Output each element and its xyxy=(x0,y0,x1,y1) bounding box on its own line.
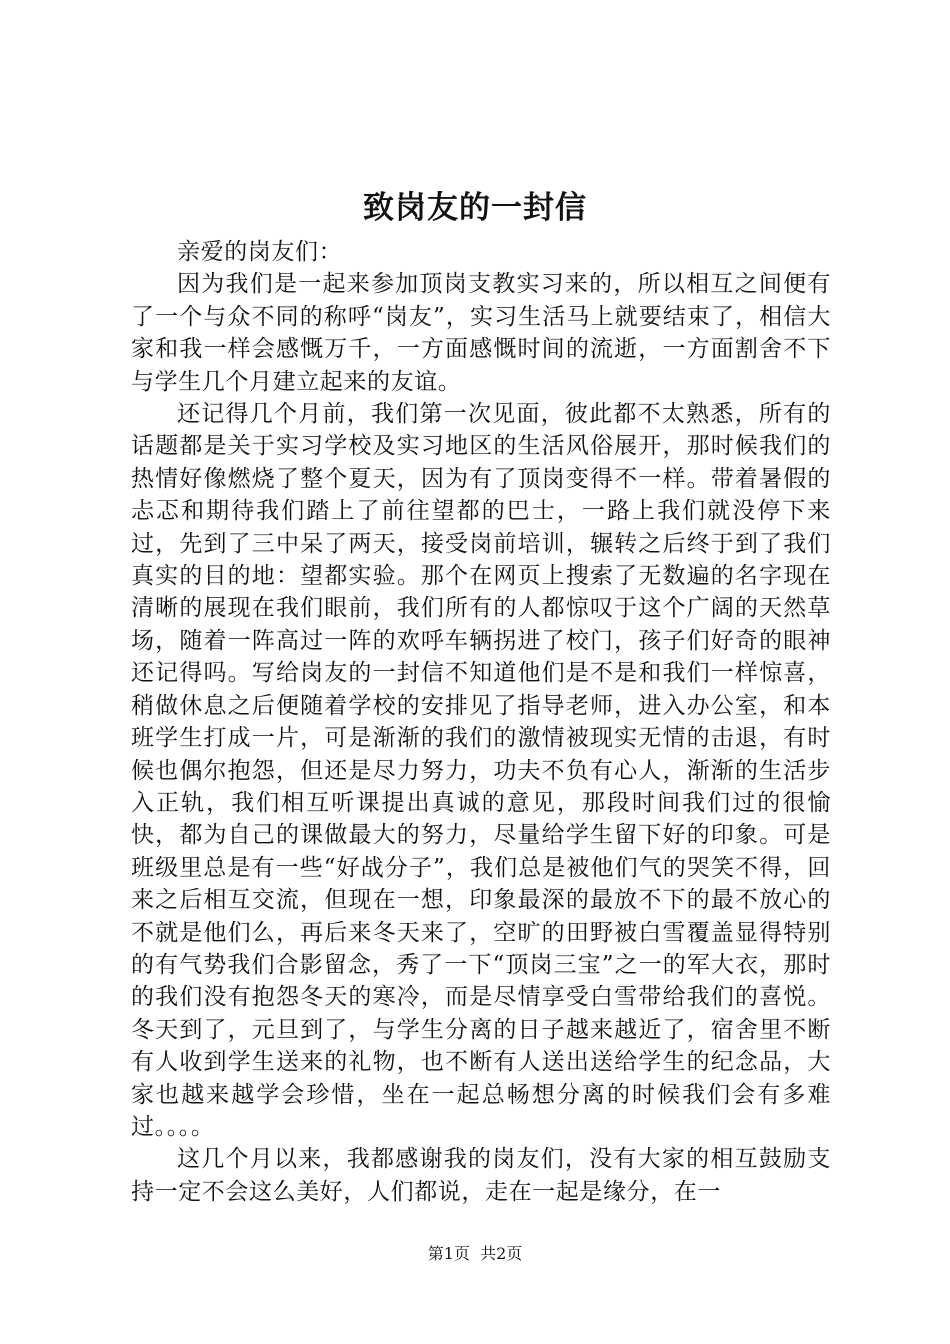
page-number: 第1页 共2页 xyxy=(427,1244,523,1263)
salutation: 亲爱的岗友们： xyxy=(177,239,343,265)
paragraph-2: 还记得几个月前，我们第一次见面，彼此都不太熟悉，所有的话题都是关于实习学校及实习地区的生活风俗展开，那时候我们的热情好像燃烧了整个夏天，因为有了顶岗变得不一样。带着暑假的忐忑和期待我们踏上了前往望都的巴士，一路上我们就没停下来过，先到了三中呆了两天，接受岗前培训，辗转之后终于到了我们真实的目的地：望都实验。那个在网页上搜索了无数遍的名字现在清晰的展现在我们眼前，我们所有的人都惊叹于这个广阔的天然草场，随着一阵高过一阵的欢呼车辆拐进了校门，孩子们好奇的眼神还记得吗。写给岗友的一封信不知道他们是不是和我们一样惊喜，稍做休息之后便随着学校的安排见了指导老师，进入办公室，和本班学生打成一片，可是渐渐的我们的激情被现实无情的击退，有时候也偶尔抱怨，但还是尽力努力，功夫不负有心人，渐渐的生活步入正轨，我们相互听课提出真诚的意见，那段时间我们过的很愉快，都为自己的课做最大的努力，尽量给学生留下好的印象。可是班级里总是有一些“好战分子”，我们总是被他们气的哭笑不得，回来之后相互交流，但现在一想，印象最深的最放不下的最不放心的不就是他们么，再后来冬天来了，空旷的田野被白雪覆盖显得特别的有气势我们合影留念，秀了一下“顶岗三宝”之一的军大衣，那时的我们没有抱怨冬天的寒冷，而是尽情享受白雪带给我们的喜悦。冬天到了，元旦到了，与学生分离的日子越来越近了，宿舍里不断有人收到学生送来的礼物，也不断有人送出送给学生的纪念品，大家也越来越学会珍惜，坐在一起总畅想分离的时候我们会有多难过。。。。 xyxy=(131,401,831,1140)
paragraph-3: 这几个月以来，我都感谢我的岗友们，没有大家的相互鼓励支持一定不会这么美好，人们都说，走在一起是缘分，在一 xyxy=(131,1146,831,1205)
document-title: 致岗友的一封信 xyxy=(363,190,587,226)
page-footer xyxy=(0,1242,950,1266)
letter-body xyxy=(131,236,831,1208)
paragraph-1: 因为我们是一起来参加顶岗支教实习来的，所以相互之间便有了一个与众不同的称呼“岗友”，实习生活马上就要结束了，相信大家和我一样会感慨万千，一方面感慨时间的流逝，一方面割舍不下与学生几个月建立起来的友谊。 xyxy=(131,271,831,395)
